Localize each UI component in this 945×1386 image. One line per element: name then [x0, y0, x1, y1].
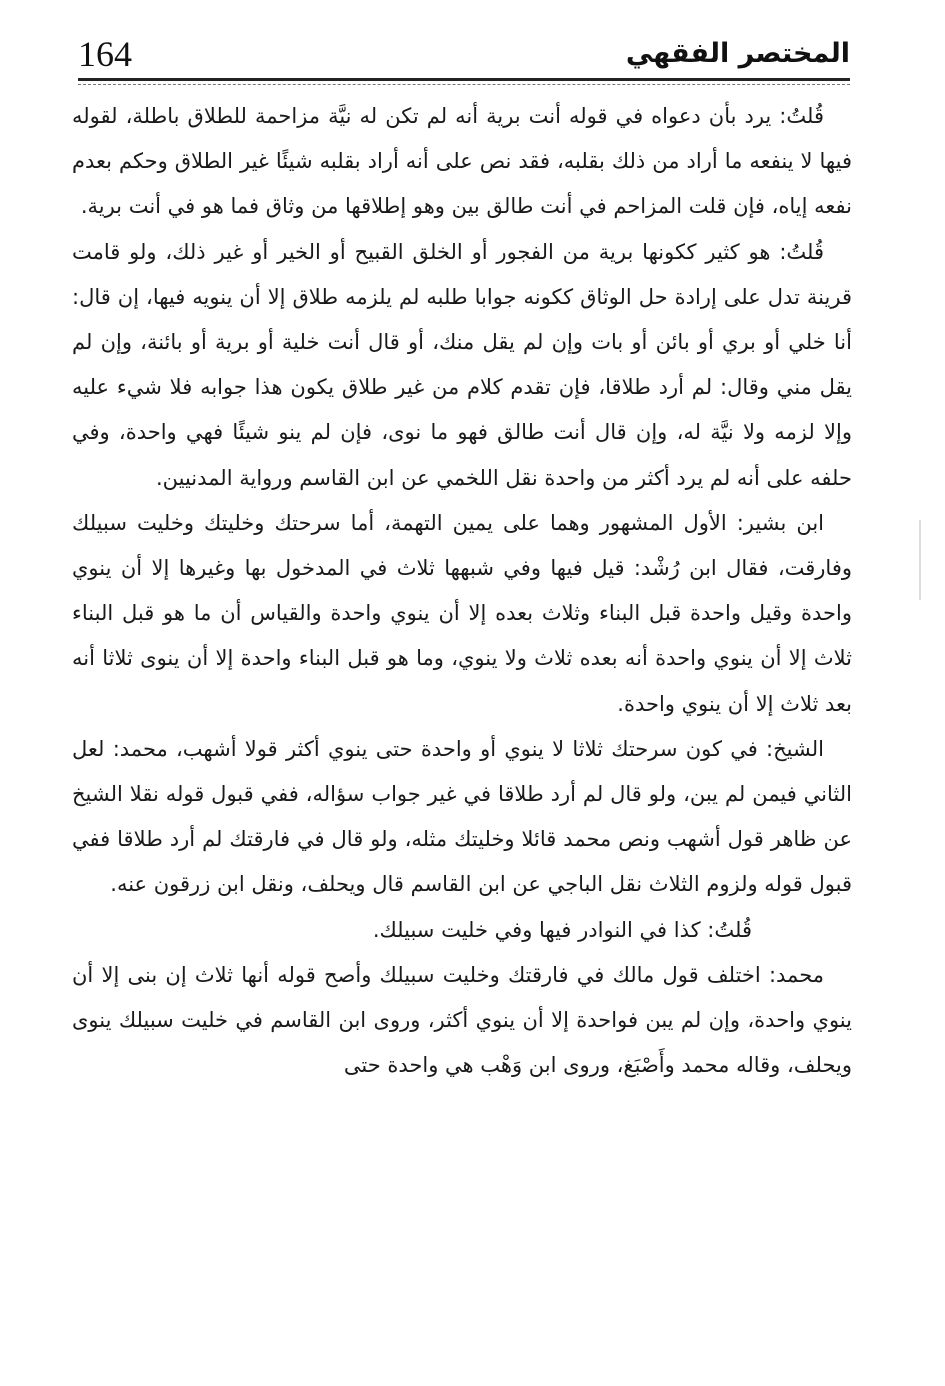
- margin-mark: [919, 520, 921, 600]
- paragraph-5: قُلتُ: كذا في النوادر فيها وفي خليت سبيلك.: [372, 917, 752, 942]
- paragraph-1: قُلتُ: يرد بأن دعواه في قوله أنت برية أنه لم تكن له نيَّة مزاحمة للطلاق باطلة، لقوله فيها لا ينفعه ما أراد من ذلك بقلبه، فقد نص على أنه أراد بقلبه شيئًا غير الطلاق وحكم بعدم نفعه إياه، فإن قلت المزاحم في أنت طالق بين وهو إطلاقها من وثاق فما هو في أنت برية.: [72, 104, 852, 219]
- page-body: [72, 94, 852, 1088]
- paragraph-3: ابن بشير: الأول المشهور وهما على يمين التهمة، أما سرحتك وخليتك وخليت سبيلك وفارقت، فقال ابن رُشْد: قيل فيها وفي شبهها ثلاث في المدخول بها وغيرها إلا أن ينوي واحدة وقيل واحدة قبل البناء وثلاث بعده إلا أن ينوي واحدة والقياس أن ما هو قبل البناء ثلاث إلا أن ينوي واحدة أنه بعده ثلاث ولا ينوي، وما هو قبل البناء واحدة إلا أن ينوى ثلاثا أنه بعد ثلاث إلا أن ينوي واحدة.: [72, 510, 852, 716]
- book-title: المختصر الفقهي: [625, 38, 850, 69]
- paragraph-4: الشيخ: في كون سرحتك ثلاثا لا ينوي أو واحدة حتى ينوي أكثر قولا أشهب، محمد: لعل الثاني فيمن لم يبن، ولو قال لم أرد طلاقا في غير جواب سؤاله، ففي قبول قوله نقلا الشيخ عن ظاهر قول أشهب ونص محمد قائلا وخليتك مثله، ولو قال في فارقتك لم أرد طلاقا ففي قبول قوله ولزوم الثلاث نقل الباجي عن ابن القاسم قال ويحلف، ونقل ابن زرقون عنه.: [72, 736, 852, 897]
- page-number: 164: [78, 34, 132, 74]
- paragraph-2: قُلتُ: هو كثير ككونها برية من الفجور أو الخلق القبيح أو الخير أو غير ذلك، ولو قامت قرينة تدل على إرادة حل الوثاق ككونه جوابا طلبه لم يلزمه طلاق إلا أن ينويه فيها، إن قال: أنا خلي أو بري أو بائن أو بات وإن لم يقل منك، أو قال أنت خلية أو برية أو بائنة، وإن لم يقل مني وقال: لم أرد طلاقا، فإن تقدم كلام من غير طلاق يكون هذا جوابه فلا شيء عليه وإلا لزمه ولا نيَّة له، وإن قال أنت طالق فهو ما نوى، فإن لم ينو شيئًا فهي واحدة، وفي حلفه على أنه لم يرد أكثر من واحدة نقل اللخمي عن ابن القاسم ورواية المدنيين.: [72, 239, 852, 490]
- header-rule-thin: [78, 84, 850, 85]
- header-rule: [78, 78, 850, 81]
- page-header: [78, 32, 850, 80]
- paragraph-6: محمد: اختلف قول مالك في فارقتك وخليت سبيلك وأصح قوله أنها ثلاث إن بنى إلا أن ينوي واحدة، وإن لم يبن فواحدة إلا أن ينوي أكثر، وروى ابن القاسم في خليت سبيلك ينوى ويحلف، وقاله محمد وأَصْبَغ، وروى ابن وَهْب هي واحدة حتى: [72, 962, 852, 1078]
